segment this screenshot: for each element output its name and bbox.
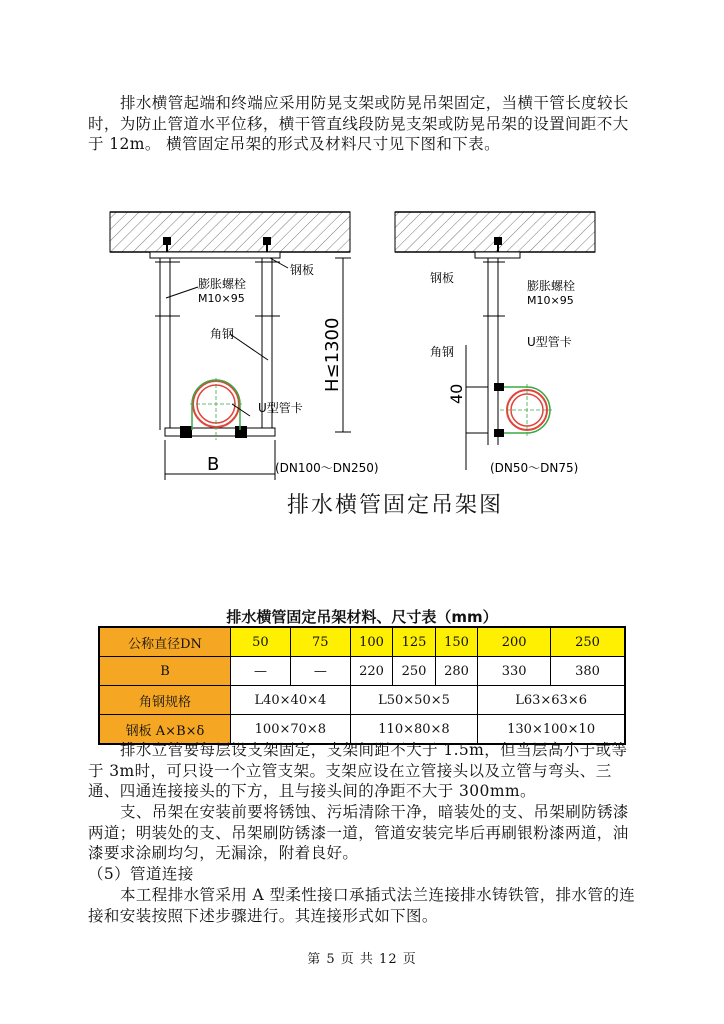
right-hanger-detail [395, 212, 595, 475]
table-cell: 330 [478, 657, 551, 686]
section-heading: （5）管道连接 [88, 865, 194, 883]
table-cell: L63×63×6 [478, 686, 625, 715]
left-width-dim: B [207, 454, 220, 475]
right-dim: 40 [447, 383, 466, 404]
table-cell: L40×40×4 [231, 686, 351, 715]
left-steel-plate [150, 252, 280, 258]
figure-title: 排水横管固定吊架图 [286, 493, 503, 518]
right-ceiling-slab [395, 212, 595, 252]
right-label-angle: 角钢 [430, 345, 455, 359]
page-footer: 第 5 页 共 12 页 [307, 952, 417, 967]
left-label-angle: 角钢 [210, 327, 235, 341]
table-cell: 150 [435, 627, 478, 657]
row-label: B [99, 657, 231, 686]
row-label: 钢板 A×B×δ [99, 715, 231, 745]
table-cell: — [290, 657, 350, 686]
paragraph-connection: 本工程排水管采用 A 型柔性接口承插式法兰连接排水铸铁管，排水管的连接和安装按照下述步骤进行。其连接形式如下图。 [88, 886, 636, 925]
table-cell: 200 [478, 627, 551, 657]
table-cell: 110×80×8 [350, 715, 478, 745]
right-steel-plate [475, 252, 520, 258]
right-range-label: (DN50～DN75) [490, 461, 579, 475]
table-cell: 130×100×10 [478, 715, 625, 745]
table-cell: 380 [551, 657, 625, 686]
paragraph-intro: 排水横管起端和终端应采用防晃支架或防晃吊架固定，当横干管长度较长时，为防止管道水平位移，横干管直线段防晃支架或防晃吊架的设置间距不大于 12m。 横管固定吊架的形式及材料尺寸见下图和下表。 [88, 94, 629, 153]
right-label-steel-plate: 钢板 [430, 271, 455, 285]
right-label-u-clamp: U型管卡 [527, 335, 572, 349]
left-label-u-clamp: U型管卡 [258, 401, 303, 415]
table-cell: 250 [393, 657, 436, 686]
table-row [99, 657, 625, 686]
table-cell: 50 [231, 627, 291, 657]
table-cell: 250 [551, 627, 625, 657]
spec-table [98, 626, 626, 745]
table-row [99, 686, 625, 715]
table-cell: — [231, 657, 291, 686]
table-cell: 100 [350, 627, 393, 657]
table-row [99, 627, 625, 657]
left-label-bolt: 膨胀螺栓 [198, 277, 247, 291]
left-height-dim: H≤1300 [322, 317, 343, 392]
left-label-steel-plate: 钢板 [290, 263, 315, 277]
right-label-bolt: 膨胀螺栓 [527, 279, 576, 293]
left-hanger-detail [110, 212, 379, 480]
paragraph-vertical-pipe: 排水立管要每层设支架固定，支架间距不大于 1.5m，但当层高小于或等于 3m时，可只设一个立管支架。支架应设在立管接头以及立管与弯头、三通、四通连接接头的下方，且与接头间的净距不大于 300mm。 [88, 741, 628, 800]
table-cell: 280 [435, 657, 478, 686]
table-cell: 220 [350, 657, 393, 686]
table-cell: L50×50×5 [350, 686, 478, 715]
table-title: 排水横管固定吊架材料、尺寸表（mm） [226, 608, 498, 626]
table-cell: 75 [290, 627, 350, 657]
left-range-label: (DN100～DN250) [275, 461, 379, 475]
table-cell: 125 [393, 627, 436, 657]
row-label: 角钢规格 [99, 686, 231, 715]
paragraph-painting: 支、吊架在安装前要将锈蚀、污垢清除干净，暗装处的支、吊架刷防锈漆两道；明装处的支、吊架刷防锈漆一道，管道安装完毕后再刷银粉漆两道，油漆要求涂刷均匀，无漏涂，附着良好。 [88, 803, 629, 862]
left-ceiling-slab [110, 212, 350, 252]
table-cell: 100×70×8 [231, 715, 351, 745]
left-label-bolt-size: M10×95 [198, 292, 245, 305]
row-label: 公称直径DN [99, 627, 231, 657]
right-label-bolt-size: M10×95 [527, 294, 574, 307]
